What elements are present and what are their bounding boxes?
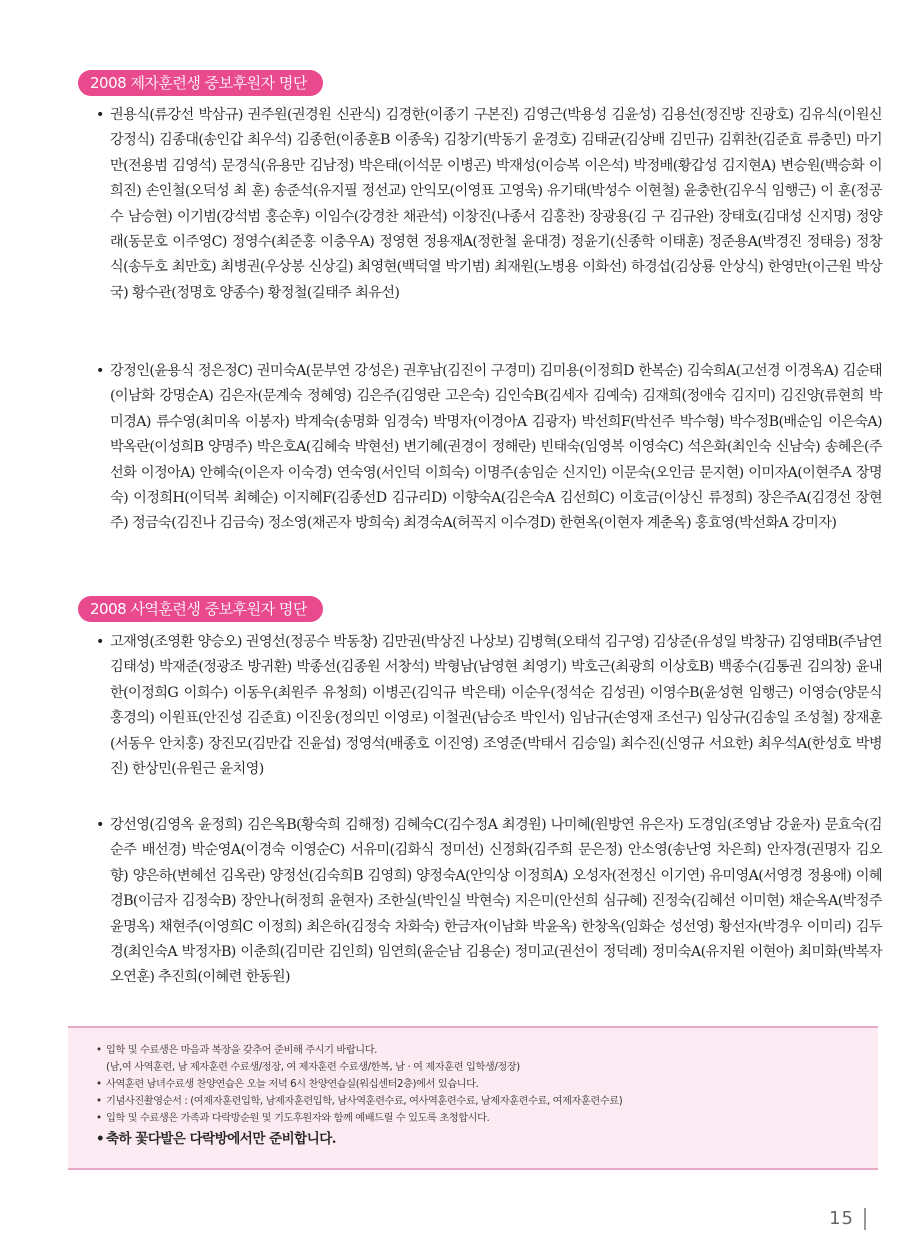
name-list-text: 강선영(김영옥 윤정희) 김은옥B(황숙희 김해정) 김혜숙C(김수정A 최경원) 나미혜(원방연 유은자) 도경임(조영남 강윤자) 문효숙(김순주 배선경) 박순영A(이경숙 이영순C) 서유미(김화식 정미선) 신정화(김주희 문은정) 안소영(송난영 차은희) 안자경(권명자 김오향) 양은하(변혜선 김옥란) 양정선(김숙희B 김영희) 양정숙A(안익상 이정희A) 오성자(전정신 이기연) 유미영A(서영경 정용애) 이혜경B(이금자 김정숙B) 장안나(허정희 윤현자) 조한실(박인실 박현숙) 지은미(안선희 심규혜) 진정숙(김혜선 이미현) 채순옥A(박정주 윤명옥) 채현주(이영희C 이정희) 최은하(김정숙 차화숙) 한금자(이남화 박윤옥) 한창옥(임화순 성선영) 황선자(박경우 이미리) 김두경(최인숙A 박정자B) 이춘희(김미란 김인희) 임연희(윤순남 김용순) 정미교(권선이 정덕례) 정미숙A(유지원 이현아) 최미화(박복자 오연훈) 추진희(이혜련 한동원) [110,817,882,986]
name-list-ministry-men [96,630,882,782]
bullet-icon: • [96,1096,102,1107]
bullet-icon: • [96,634,104,650]
name-list-disciple-women [96,359,882,537]
name-list-disciple-men [96,103,882,306]
bullet-icon: • [96,817,104,833]
notice-text: 사역훈련 남녀수료생 찬양연습은 오늘 저녁 6시 찬양연습실(워십센터2층)에서 있습니다. [106,1079,479,1090]
bullet-icon: • [96,107,104,123]
bullet-icon: • [96,1113,102,1124]
notice-item [96,1110,878,1127]
notice-box [68,1026,878,1170]
bullet-icon: • [96,1045,102,1056]
notice-item [96,1093,878,1110]
bullet-icon: • [96,363,104,379]
notice-text: 기념사진촬영순서 : (여제자훈련입학, 남제자훈련입학, 남사역훈련수료, 여사역훈련수료, 남제자훈련수료, 여제자훈련수료) [106,1096,623,1107]
bullet-icon: • [96,1079,102,1090]
bullet-icon: • [96,1131,105,1147]
name-list-text: 고재영(조영환 양승오) 권영선(정공수 박동창) 김만권(박상진 나상보) 김병혁(오태석 김구영) 김상준(유성일 박창규) 김영태B(주남연 김태성) 박재준(정광조 방귀환) 박종선(김종원 서창석) 박형남(남영현 최영기) 박호근(최광희 이상호B) 백종수(김통권 김의창) 윤내한(이정희G 이희수) 이동우(최원주 유청희) 이병곤(김익규 박은태) 이순우(정석순 김성권) 이영수B(윤성현 임행근) 이영승(양문식 홍경의) 이원표(안진성 김준효) 이진웅(정의민 이영로) 이철권(남승조 박인서) 임남규(손영재 조선구) 임상규(김송일 조성철) 장재훈(서동우 안치홍) 장진모(김만갑 진윤섭) 정영석(배종호 이진영) 조영준(박태서 김승일) 최수진(신영규 서요한) 최우석A(한성호 박병진) 한상민(유원근 윤치영) [110,634,882,778]
section-header-ministry-training: 2008 사역훈련생 중보후원자 명단 [78,596,323,622]
name-list-ministry-women [96,813,882,991]
notice-text: 입학 및 수료생은 가족과 다락방순원 및 기도후원자와 함께 예배드릴 수 있도록 초청합시다. [106,1113,490,1124]
notice-final-text: 축하 꽃다발은 다락방에서만 준비합니다. [106,1131,336,1147]
name-list-text: 권용식(류강선 박삼규) 권주원(권경원 신관식) 김경한(이종기 구본진) 김영근(박용성 김윤성) 김용선(정진방 진광호) 김유식(이원신 강정식) 김종대(송인갑 최우석) 김종헌(이종훈B 이종욱) 김창기(박동기 윤경호) 김태균(김상배 김민규) 김휘찬(김준효 류충민) 마기만(전용범 김영석) 문경식(유용만 김남정) 박은태(이석문 이병곤) 박재성(이승복 이은석) 박정배(황갑성 김지현A) 변승원(백승화 이희진) 손인철(오덕성 최 훈) 송준석(유지필 정선교) 안익모(이영표 고영욱) 유기태(박성수 이현철) 윤충한(김우식 임행근) 이 훈(정공수 남승현) 이기범(강석범 홍순후) 이임수(강경찬 채관석) 이창진(나종서 김홍찬) 장광용(김 구 김규완) 장태호(김대성 신지명) 정양래(동문호 이주영C) 정영수(최준홍 이충우A) 정영현 정용재A(정한철 윤대경) 정윤기(신종학 이태훈) 정준용A(박경진 정태응) 정창식(송두호 최만호) 최병권(우상봉 신상길) 최영현(백덕열 박기범) 최재원(노병용 이화선) 하경섭(김상룡 안상식) 한영만(이근원 박상국) 황수관(정명호 양종수) 황정철(길태주 최유선) [110,107,882,301]
notice-item-detail [96,1059,878,1076]
notice-text: 입학 및 수료생은 마음과 복장을 갖추어 준비해 주시기 바랍니다. [106,1045,378,1056]
page-number: 15 [829,1208,866,1230]
notice-text: (남,여 사역훈련, 남 제자훈련 수료생/정장, 여 제자훈련 수료생/한복, 남 · 여 제자훈련 입학생/정장) [106,1062,520,1073]
notice-item [96,1042,878,1059]
notice-final [96,1127,878,1151]
section-header-disciple-training: 2008 제자훈련생 중보후원자 명단 [78,70,323,96]
name-list-text: 강정인(윤용식 정은정C) 권미숙A(문부연 강성은) 권후남(김진이 구경미) 김미용(이정희D 한복순) 김숙희A(고선경 이경옥A) 김순태(이남화 강명순A) 김은자(문계숙 정혜영) 김은주(김영란 고은숙) 김인숙B(김세자 김예숙) 김재희(정애숙 김지미) 김진양(류현희 박미경A) 류수영(최미옥 이봉자) 박계숙(송명화 임경숙) 박명자(이경아A 김광자) 박선희F(박선주 박수형) 박수정B(배순임 이은숙A) 박옥란(이성희B 양명주) 박은호A(김혜숙 박현선) 변기혜(권경이 정해란) 빈태숙(임영복 이영숙C) 석은화(최인숙 신남숙) 송혜은(주선화 이정아A) 안혜숙(이은자 이숙경) 연숙영(서인덕 이희숙) 이명주(송임순 신지인) 이문숙(오인금 문지현) 이미자A(이현주A 장명숙) 이정희H(이덕복 최혜순) 이지혜F(김종선D 김규리D) 이향숙A(김은숙A 김선희C) 이호금(이상신 류정희) 장은주A(김경선 장현주) 정금숙(김진나 김금숙) 정소영(채곤자 방희숙) 최경숙A(허꼭지 이수경D) 한현옥(이현자 계춘옥) 홍효영(박선화A 강미자) [110,363,882,532]
notice-item [96,1076,878,1093]
